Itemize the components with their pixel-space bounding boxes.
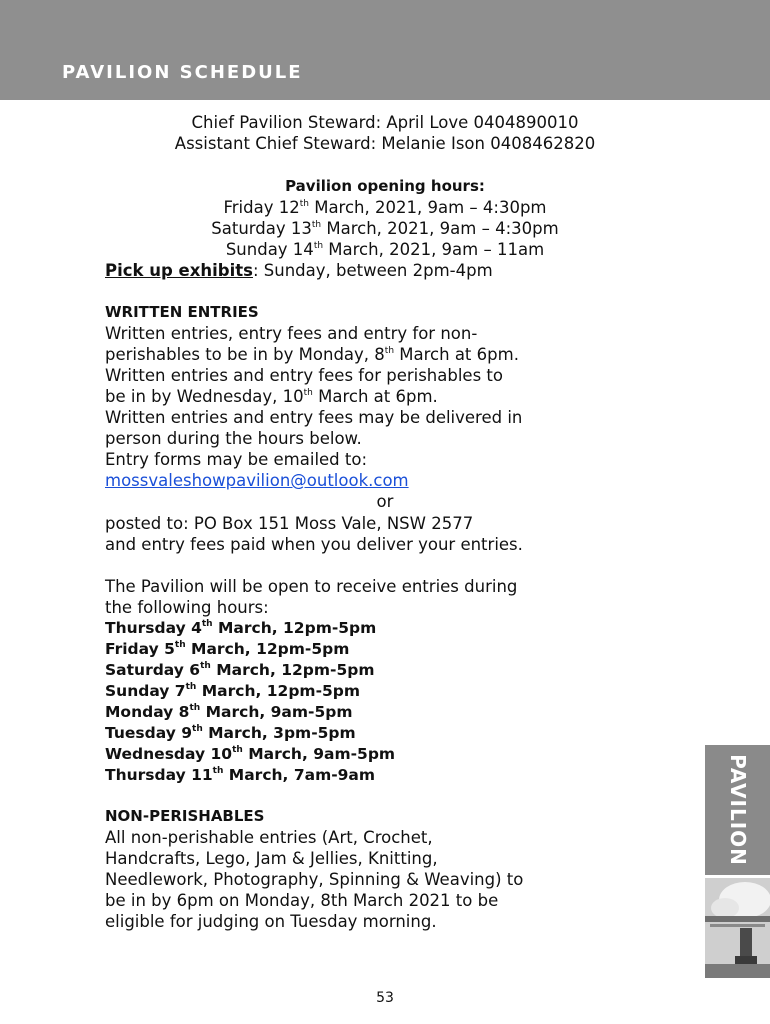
opening-hours-sunday: Sunday 14th March, 2021, 9am – 11am [225,240,545,259]
pickup-exhibits: Pick up exhibits: Sunday, between 2pm-4pm [105,261,493,280]
side-tab-label: PAVILION [725,754,750,866]
opening-hours-friday: Friday 12th March, 2021, 9am – 4:30pm [223,198,547,217]
written-entries-line-7: Entry forms may be emailed to: [105,450,368,469]
page-title: PAVILION SCHEDULE [62,62,303,83]
opening-hours-heading: Pavilion opening hours: [285,177,485,195]
written-entries-line-6: person during the hours below. [105,429,362,448]
written-entries-line-1: Written entries, entry fees and entry for non- [105,324,478,343]
receive-hours-item: Wednesday 10th March, 9am-5pm [105,745,396,763]
receive-hours-item: Thursday 4th March, 12pm-5pm [105,619,377,637]
written-entries-line-5: Written entries and entry fees may be delivered in [105,408,523,427]
non-perishables-line-1: All non-perishable entries (Art, Crochet, [105,828,433,847]
non-perishables-line-4: be in by 6pm on Monday, 8th March 2021 to be [105,891,499,910]
non-perishables-heading: NON-PERISHABLES [105,807,265,825]
email-link[interactable]: mossvaleshowpavilion@outlook.com [105,471,409,490]
or-text: or [376,492,394,511]
pavilion-photo [705,878,770,978]
written-entries-line-8: posted to: PO Box 151 Moss Vale, NSW 2577 [105,514,474,533]
written-entries-line-3: Written entries and entry fees for perishables to [105,366,503,385]
receive-hours-item: Thursday 11th March, 7am-9am [105,766,376,784]
opening-hours-saturday: Saturday 13th March, 2021, 9am – 4:30pm [211,219,559,238]
receive-intro-2: the following hours: [105,598,269,617]
receive-hours-item: Tuesday 9th March, 3pm-5pm [105,724,356,742]
assistant-steward: Assistant Chief Steward: Melanie Ison 0408462820 [174,134,596,153]
page-number: 53 [376,990,394,1006]
receive-hours-item: Saturday 6th March, 12pm-5pm [105,661,375,679]
receive-hours-item: Sunday 7th March, 12pm-5pm [105,682,361,700]
written-entries-line-4: be in by Wednesday, 10th March at 6pm. [105,387,438,406]
header-band [0,0,770,100]
written-entries-line-2: perishables to be in by Monday, 8th March at 6pm. [105,345,519,364]
chief-steward: Chief Pavilion Steward: April Love 0404890010 [191,113,579,132]
side-section-tab [705,745,770,875]
receive-hours-item: Friday 5th March, 12pm-5pm [105,640,350,658]
written-entries-heading: WRITTEN ENTRIES [105,303,259,321]
written-entries-line-9: and entry fees paid when you deliver your entries. [105,535,523,554]
receive-intro-1: The Pavilion will be open to receive entries during [105,577,518,596]
non-perishables-line-5: eligible for judging on Tuesday morning. [105,912,437,931]
receive-hours-item: Monday 8th March, 9am-5pm [105,703,353,721]
non-perishables-line-2: Handcrafts, Lego, Jam & Jellies, Knitting, [105,849,438,868]
non-perishables-line-3: Needlework, Photography, Spinning & Weaving) to [105,870,524,889]
pickup-label: Pick up exhibits [105,261,253,280]
